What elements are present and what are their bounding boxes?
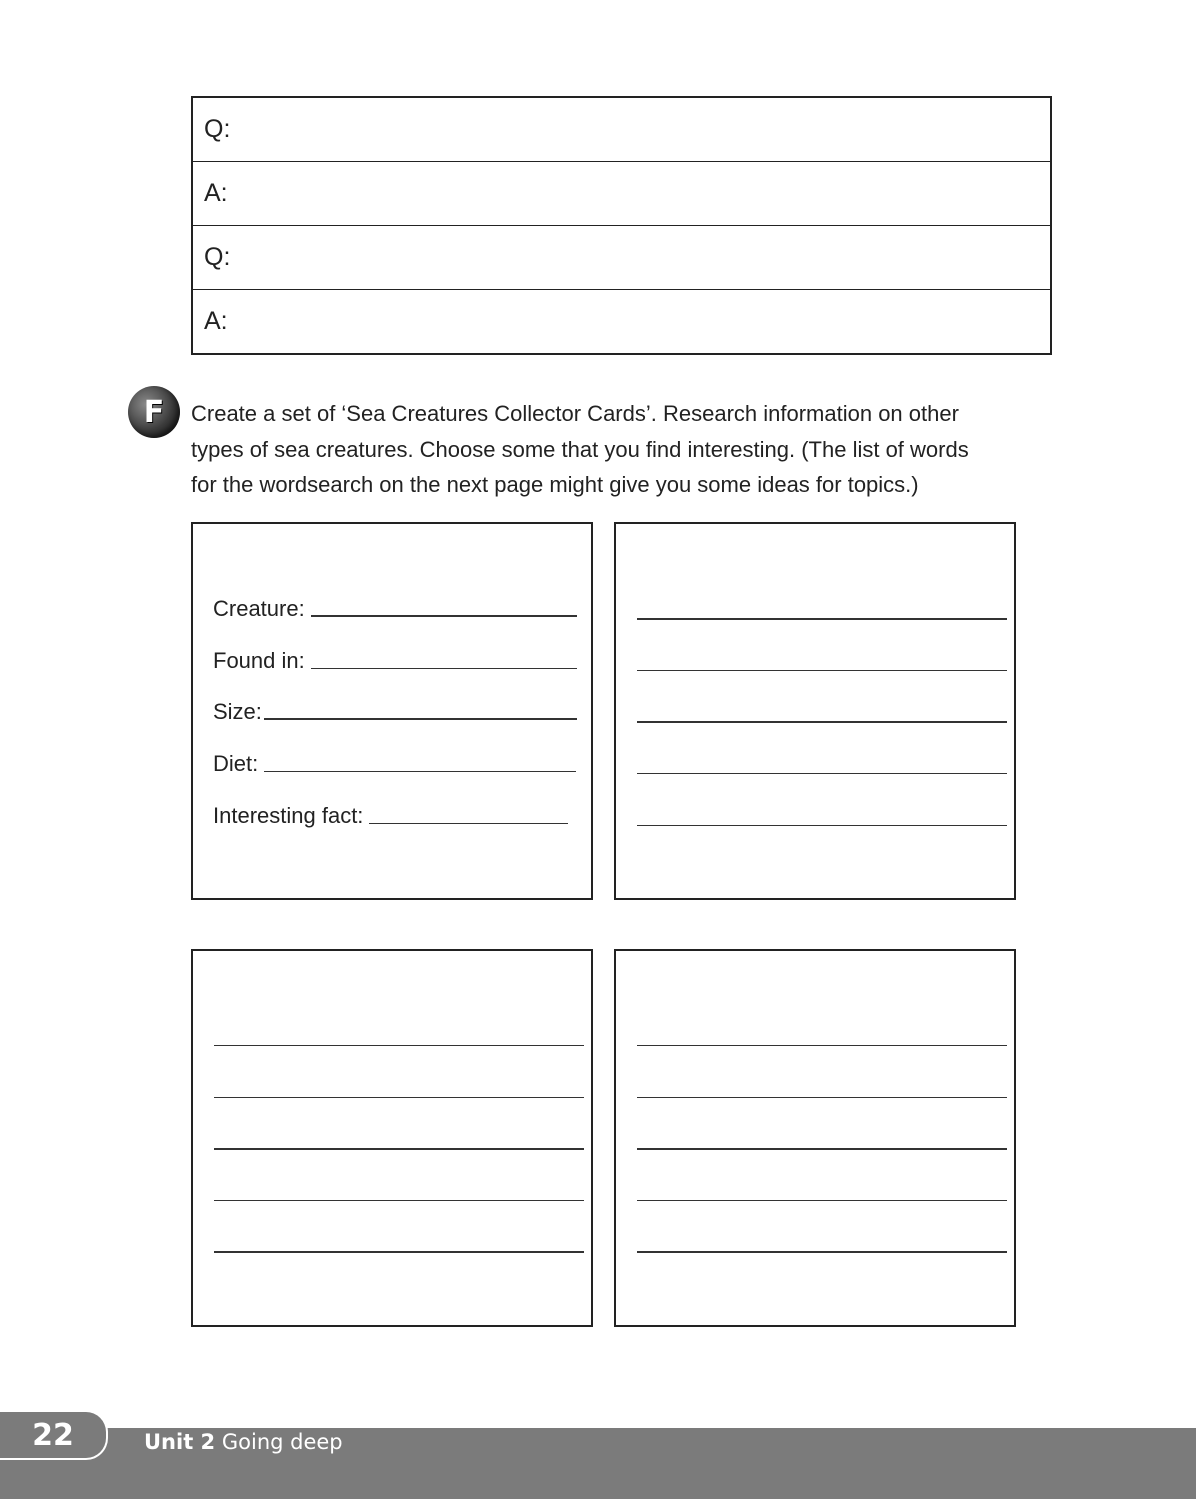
size-field[interactable] [213, 700, 577, 724]
collector-card-blank [614, 949, 1016, 1327]
instruction-line: Create a set of ‘Sea Creatures Collector Cards’. Research information on other [191, 401, 959, 426]
field-label: Creature: [213, 596, 305, 621]
write-line[interactable] [369, 823, 568, 824]
write-line[interactable] [637, 1045, 1007, 1046]
activity-marker: F [143, 394, 165, 430]
collector-card-blank [614, 522, 1016, 900]
write-line[interactable] [637, 1148, 1007, 1150]
write-line[interactable] [264, 771, 576, 772]
write-line[interactable] [311, 615, 577, 617]
diet-field[interactable] [213, 752, 576, 776]
write-line[interactable] [214, 1251, 584, 1253]
write-line[interactable] [637, 773, 1007, 774]
write-line[interactable] [264, 718, 577, 720]
activity-letter-badge-icon [128, 386, 180, 438]
qa-row-answer-2[interactable] [193, 289, 1050, 353]
field-label: Size: [213, 699, 262, 724]
qa-label: A: [204, 307, 228, 335]
field-label: Interesting fact: [213, 803, 364, 828]
collector-card-template [191, 522, 593, 900]
unit-title [144, 1429, 343, 1455]
page-number-tab [0, 1410, 108, 1460]
write-line[interactable] [214, 1148, 584, 1150]
qa-label: A: [204, 179, 228, 207]
qa-label: Q: [204, 243, 231, 271]
write-line[interactable] [637, 1097, 1007, 1098]
qa-row-question-1[interactable] [193, 98, 1050, 161]
instruction-line: for the wordsearch on the next page might give you some ideas for topics.) [191, 472, 919, 497]
write-line[interactable] [214, 1097, 584, 1098]
qa-row-question-2[interactable] [193, 225, 1050, 289]
qa-row-answer-1[interactable] [193, 161, 1050, 225]
activity-instructions [191, 396, 1061, 503]
field-label: Diet: [213, 751, 259, 776]
write-line[interactable] [637, 1200, 1007, 1201]
write-line[interactable] [214, 1045, 584, 1046]
page-number: 22 [32, 1417, 74, 1453]
collector-card-blank [191, 949, 593, 1327]
creature-field[interactable] [213, 597, 577, 621]
instruction-line: types of sea creatures. Choose some that you find interesting. (The list of words [191, 436, 969, 462]
question-answer-table [191, 96, 1052, 355]
write-line[interactable] [637, 670, 1007, 671]
write-line[interactable] [311, 668, 577, 669]
found-in-field[interactable] [213, 649, 577, 673]
qa-label: Q: [204, 115, 231, 143]
unit-label: Unit 2 [144, 1430, 216, 1454]
write-line[interactable] [637, 1251, 1007, 1253]
field-label: Found in: [213, 648, 305, 673]
interesting-fact-field[interactable] [213, 804, 568, 828]
write-line[interactable] [637, 721, 1007, 723]
write-line[interactable] [637, 825, 1007, 826]
unit-title-text: Going deep [221, 1430, 343, 1454]
write-line[interactable] [637, 618, 1007, 620]
write-line[interactable] [214, 1200, 584, 1201]
